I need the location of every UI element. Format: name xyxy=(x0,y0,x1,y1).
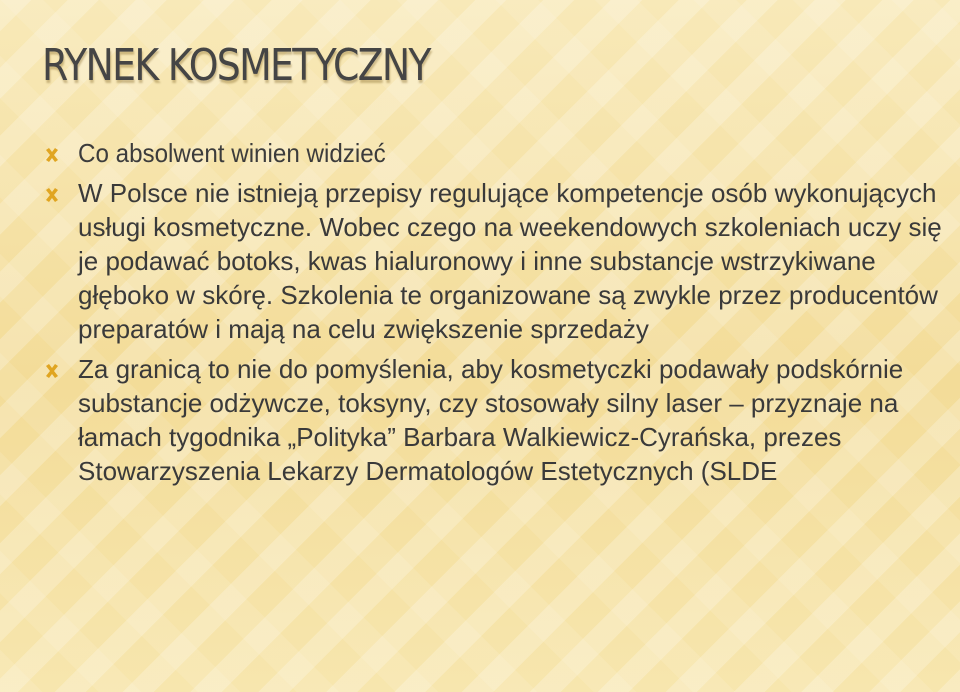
bullet-text: Co absolwent winien widzieć xyxy=(78,138,386,168)
bullet-text: W Polsce nie istnieją przepisy regulujące kompetencje osób wykonujących usługi kosmetyczne. Wobec czego na weekendowych szkoleniach uczy się je podawać botoks, kwas hialuronowy i inne substancje wstrzykiwane głęboko w skórę. Szkolenia te organizowane są zwykle przez producentów preparatów i mają na celu zwiększenie sprzedaży xyxy=(78,178,942,344)
bullet-item xyxy=(44,176,944,346)
x-bullet-icon xyxy=(44,187,60,203)
x-bullet-icon xyxy=(44,147,60,163)
bullet-item xyxy=(44,136,944,170)
x-bullet-icon xyxy=(44,363,60,379)
bullet-item xyxy=(44,352,944,488)
bullet-text: Za granicą to nie do pomyślenia, aby kosmetyczki podawały podskórnie substancje odżywcze, toksyny, czy stosowały silny laser – przyznaje na łamach tygodnika „Polityka” Barbara Walkiewicz-Cyrańska, prezes Stowarzyszenia Lekarzy Dermatologów Estetycznych (SLDE xyxy=(78,354,904,486)
slide-title: RYNEK KOSMETYCZNY xyxy=(42,40,430,91)
bullet-list xyxy=(44,136,944,488)
